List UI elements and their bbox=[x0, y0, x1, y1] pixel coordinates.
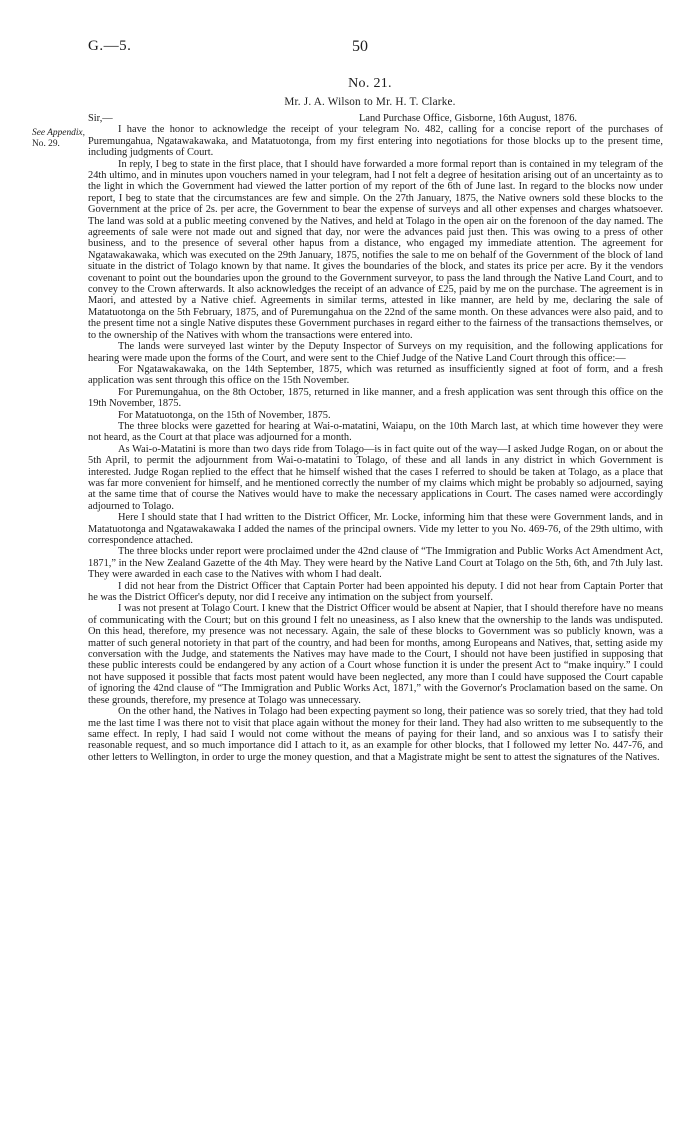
paragraph: I did not hear from the District Officer that Captain Porter had been appointed his deputy. I did not hear from Captain Porter that he was the District Officer's deputy, nor did I receive any intimation on the subject from yourself. bbox=[88, 580, 663, 604]
paragraph: The lands were surveyed last winter by the Deputy Inspector of Surveys on my requisition, and the following applications for hearing were made upon the forms of the Court, and were sent to the Chief Judge of the Native Land Court through this office:— bbox=[88, 341, 663, 364]
sessional-paper-ref: G.—5. bbox=[88, 38, 132, 54]
paragraph: For Puremungahua, on the 8th October, 1875, returned in like manner, and a fresh application was sent through this office on the 19th November, 1875. bbox=[88, 386, 663, 410]
letter-heading: Mr. J. A. Wilson to Mr. H. T. Clarke. bbox=[284, 96, 456, 108]
paragraph: Here I should state that I had written to the District Officer, Mr. Locke, informing him that these were Government lands, and in Matatuotonga and Ngatawakawaka I added the names of the principal owners. Vide my letter to you No. 469-76, of the 29th ultimo, with correspondence attached. bbox=[88, 512, 663, 547]
paragraph: I have the honor to acknowledge the receipt of your telegram No. 482, calling for a concise report of the purchases of Puremungahua, Ngatawakawaka, and Matatuotonga, from my first entering into negotiations for those blocks up to the present time, including judgments of Court. bbox=[88, 124, 663, 159]
dateline: Land Purchase Office, Gisborne, 16th August, 1876. bbox=[359, 113, 577, 124]
letter-body bbox=[88, 113, 663, 763]
page-number: 50 bbox=[352, 38, 368, 55]
letter-number: No. 21. bbox=[348, 76, 392, 91]
paragraph: As Wai-o-Matatini is more than two days ride from Tolago—is in fact quite out of the way—I asked Judge Rogan, on or about the 5th April, to permit the adjournment from Wai-o-matatini to Tolago, of these and all lands in any district in which Government is interested. Judge Rogan replied to the effect that he himself wished that the cases I referred to should be taken at Tolago, as a place that was far more convenient for himself, and he mentioned correctly the number of my claims which might be probably so adjourned, saying at the same time that of course the Natives would have to make the necessary applications in Court. The cases named were accordingly adjourned to Tolago. bbox=[88, 443, 663, 512]
margin-note-line: See Appendix, bbox=[32, 128, 85, 138]
paragraph: For Ngatawakawaka, on the 14th September, 1875, which was returned as insufficiently signed at foot of form, and a fresh application was sent through this office on the 15th November. bbox=[88, 363, 663, 387]
paragraph: On the other hand, the Natives in Tolago had been expecting payment so long, their patience was so sorely tried, that they had told me the last time I was there not to visit that place again without the money for their land. They had also written to me subsequently to the same effect. In reply, I had said I would not come without the means of paying for their land, and so anxious was I to satisfy their reasonable request, and so much importance did I attach to it, as an example for other blocks, that I followed my letter No. 447-76, and other letters to Wellington, in order to urge the money question, and that a Magistrate might be sent to attest the signatures of the Natives. bbox=[88, 706, 663, 763]
paragraph: For Matatuotonga, on the 15th of November, 1875. bbox=[118, 409, 331, 421]
paragraph: I was not present at Tolago Court. I knew that the District Officer would be absent at Napier, that I should therefore have no means of communicating with the Court; but on this ground I felt no uneasiness, as I also knew that the ownership to the lands was undisputed. On this head, therefore, my presence was not necessary. Again, the sale of these blocks to Government was so publicly known, was a matter of such general notoriety in that part of the country, and had been for months, among Europeans and Natives, that, setting aside my conversation with the Judge, and statements the Natives may have made to the Court, I should not have been justified in supposing that these public interests could be endangered by any action of a Court whose function it is under the present Act to “make inquiry.” I could not have supposed it possible that facts most patent would have been neglected, any more than I could have supposed the Court capable of ignoring the 42nd clause of “The Immigration and Public Works Act, 1871,” with the Governor's Proclamation based on the same. On these grounds, therefore, my presence at Tolago was unnecessary. bbox=[88, 603, 663, 706]
margin-note bbox=[32, 128, 85, 150]
paragraph: The three blocks were gazetted for hearing at Wai-o-matatini, Waiapu, on the 10th March last, at which time however they were not heard, as the Court at that place was adjourned for a month. bbox=[88, 420, 663, 444]
salutation-line bbox=[88, 113, 663, 124]
salutation: Sir,— bbox=[88, 113, 113, 124]
margin-note-line: No. 29. bbox=[32, 139, 60, 149]
paragraph: The three blocks under report were proclaimed under the 42nd clause of “The Immigration and Public Works Act Amendment Act, 1871,” in the New Zealand Gazette of the 4th May. They were heard by the Native Land Court at Tolago on the 5th, 6th, and 7th July last. They were awarded in each case to the Natives with whom I had dealt. bbox=[88, 546, 663, 581]
paragraph: In reply, I beg to state in the first place, that I should have forwarded a more formal report than is contained in my telegram of the 24th ultimo, and in minutes upon vouchers named in your telegram, had I not felt a degree of hesitation arising out of an uncertainty as to the light in which the Government had viewed the latter portion of my report of the 6th of June last. In regard to the blocks now under report, I beg to state that the circumstances are few and simple. On the 27th January, 1875, the Native owners sold these blocks to the Government at the price of 2s. per acre, the Government to bear the expense of surveys and all other expenses and charges whatsoever. The land was sold at a public meeting convened by the Natives, and held at Tolago in the open air on the forenoon of the day named. The agreements of sale were not made out and signed that day, nor were the advances paid just then. This was owing to a press of other business, and to the presence of several other hapus from a distance, who engaged my immediate attention. The agreement for Ngatawakawaka, which was executed on the 29th January, 1875, notifies the sale to me on behalf of the Government of the block of land situate in the district of Tolago known by that name. It gives the boundaries of the block, and states its price per acre. By it the vendors covenant to point out the boundaries upon the ground to the Government surveyor, to pass the land through the Native Land Court, and to convey to the Crown afterwards. It also acknowledges the receipt of an advance of £25, paid by me on the purchase. The agreement is in Maori, and attested by a Native chief. Agreements in similar terms, attested in like manner, are held by me, declaring the sale of Matatuotonga on the 5th February, 1875, and of Puremungahua on the 22nd of the same month. On these advances were also paid, and to the present time not a single Native disputes these Government purchases in regard either to the fairness of the transactions themselves, or to the ownership of the Natives with whom the transactions were entered into. bbox=[88, 158, 663, 341]
